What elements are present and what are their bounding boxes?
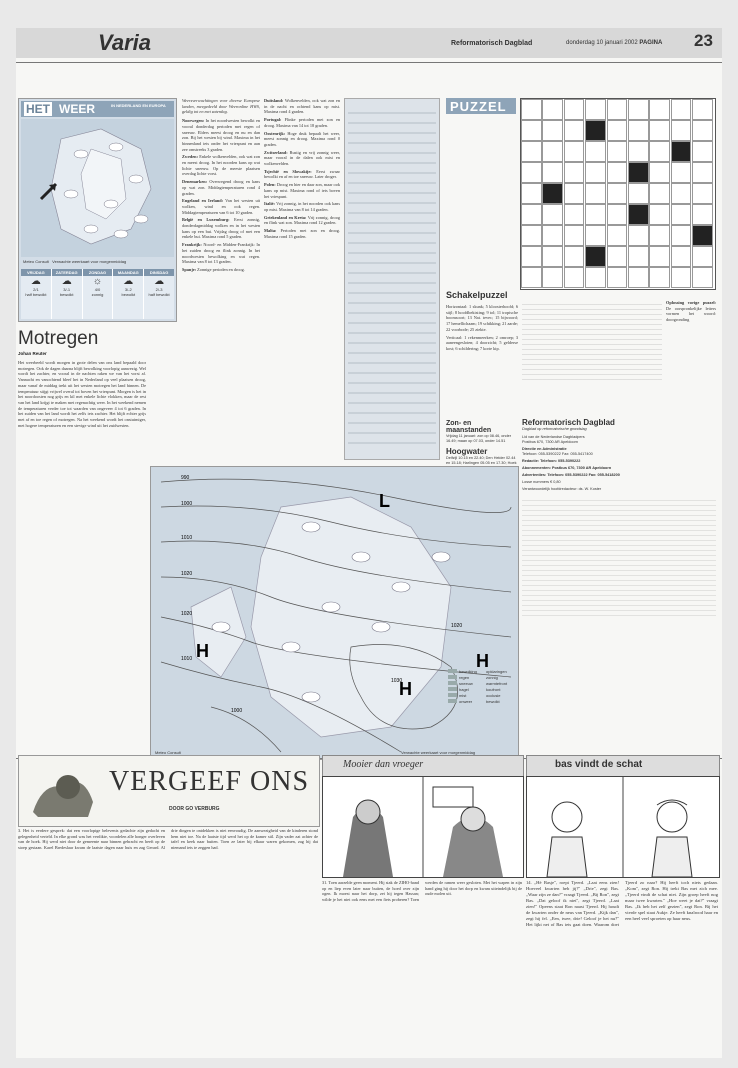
crossword-cell: [628, 162, 649, 183]
crossword-cell: [649, 120, 670, 141]
clues-horizontal: Horizontaal: 1 skunk; 5 kloosterhoofd; 6 stijl; 8 hoofdbekisting; 9 tol; 11 tropische boomsoort; 13 Nat. tevec; 15 bijwoord; 17 hemellichaam; 19 schikking; 21 aarde; 22 voorbode; 25 ziekte.: [446, 304, 518, 332]
legend-swatch: [448, 675, 457, 679]
day-temp: 2/-3: [155, 287, 163, 292]
page-number: 23: [694, 31, 713, 50]
crossword-cell: [671, 183, 692, 204]
crossword-cell: [585, 204, 606, 225]
legend-label: occlusie: [486, 692, 501, 698]
para-text: Eerst zonnig, donderdagmiddag wolken en in het westen kans op een bui. Vrijdag droog of met een enkele bui. Maxima rond 5 graden.: [182, 217, 260, 240]
crossword-cell: [542, 267, 563, 288]
cloud-icon: ☁: [61, 276, 72, 287]
crossword-cell: [521, 225, 542, 246]
crossword-cell: [564, 141, 585, 162]
para-text: Van het westen uit wolken, wind en ook regen. Middagtemperaturen van 6 tot 10 graden.: [182, 198, 260, 215]
europe-para: [182, 154, 260, 177]
europe-para: [182, 267, 260, 273]
europe-para: [264, 150, 340, 167]
crossword-cell: [607, 267, 628, 288]
legend-label: sneeuw: [459, 680, 473, 686]
crossword-cell: [671, 204, 692, 225]
crossword-cell: [649, 267, 670, 288]
forecast-day: [21, 269, 52, 319]
date-text: donderdag 10 januari 2002: [566, 40, 638, 46]
para-label: Noorwegen:: [182, 118, 205, 124]
bas-text: 14. „Hè Basje", roept Tjeerd. „Laat eens zien! Hoeveel kwarten heb jij?" „Drie", zegt Bas. „Waar zijn ze dan?" vraagt Tjeerd. „Bij Ron", zegt Bas. „Dat geloof ik niet", zegt Tjeerd. „Laat zien!" Opeens staat Ron naast Tjeerd. Hij houdt de kwarten onder de neus van Tjeerd. „Kijk dan", zegt hij fel. „Een, twee, drie! Geloof je het nu?" Het lijkt net of Bas iets gaat doen. Waarom doet Tjeerd zo naar? Hij heeft toch niets gedaan. „Kom", zegt Ron. Hij trekt Bas met zich mee. „Tjeerd vindt de schat niet. Zijn groep heeft nog maar twee kwarten." „Hoe weet je dat?" vraagt Bas. „Ik heb het zelf gezien", zegt Ron. Bij het vierde spel staat Aukje. Ze heeft knalrood haar en een heel veel sproeten op haar neus.: [526, 880, 718, 927]
crossword-cell: [564, 120, 585, 141]
day-name: DINSDAG: [144, 269, 174, 276]
isobar-label: 1010: [181, 535, 193, 541]
crossword-cell: [521, 246, 542, 267]
colophon-line: Lid van de Nederlandse Dagbladpers: [522, 435, 585, 439]
section-title: Varia: [98, 30, 152, 55]
crossword-cell: [628, 246, 649, 267]
crossword-cell: [671, 225, 692, 246]
newspaper-page: [16, 28, 722, 1058]
sun-moon-title: Zon- en maanstanden: [446, 420, 492, 434]
legend-label: hagel: [459, 686, 469, 692]
cloud-icon: ☁: [154, 276, 165, 287]
day-name: ZONDAG: [83, 269, 113, 276]
crossword-cell: [585, 162, 606, 183]
colophon-line: Abonnementen: Postbus 670, 7300 AR Apeldoorn: [522, 466, 612, 470]
para-label: Italië:: [264, 201, 275, 207]
crossword-cell: [671, 99, 692, 120]
para-text: Vrij zonnig, in het noorden ook kans op mist. Maxima van 8 tot 14 graden.: [264, 201, 340, 212]
crossword-cell: [542, 141, 563, 162]
crossword-cell: [649, 204, 670, 225]
europe-para: [264, 228, 340, 239]
crossword-cell: [628, 120, 649, 141]
europe-para: [264, 182, 340, 199]
weather-title-bar: [21, 101, 174, 117]
crossword-cell: [628, 267, 649, 288]
crossword-cell: [585, 120, 606, 141]
crossword-cell: [521, 204, 542, 225]
legend-swatch: [448, 669, 457, 673]
colophon-line: Verantwoordelijk hoofdredacteur: ds. W. Koster: [522, 487, 602, 491]
legend-label: opklaringen: [486, 668, 507, 674]
day-cond: half bewolkt: [25, 292, 47, 297]
colophon: [522, 418, 716, 673]
legend-swatch: [448, 699, 457, 703]
puzzle-clues: [446, 304, 518, 412]
cloud-icon: ☁: [30, 276, 41, 287]
legend-label: koufront: [486, 686, 501, 692]
crossword-cell: [607, 183, 628, 204]
para-label: Zwitserland:: [264, 149, 288, 155]
europe-column-2: [264, 98, 340, 458]
europe-para: [182, 242, 260, 265]
crossword-cell: [692, 183, 713, 204]
crossword-cell: [607, 204, 628, 225]
legend-label: zonnig: [486, 674, 498, 680]
europe-para: [182, 118, 260, 152]
isobar-label: 1010: [181, 656, 193, 662]
crossword-cell: [521, 120, 542, 141]
para-label: Spanje:: [182, 266, 197, 272]
europe-intro: Weersverwachtingen voor diverse Europese landen, meegedeeld door Weeronline HWS, geldig tot en met zaterdag.: [182, 98, 260, 115]
crossword-cell: [542, 183, 563, 204]
low-pressure-label: L: [379, 491, 390, 511]
crossword-cell: [649, 246, 670, 267]
para-label: België en Luxemburg:: [182, 217, 230, 223]
crossword-cell: [692, 204, 713, 225]
paper-name: Reformatorisch Dagblad: [451, 40, 533, 47]
para-label: Duitsland:: [264, 98, 284, 103]
para-text: Droog en hier en daar zon, maar ook kans op mist. Maxima rond of iets boven het vriespunt.: [264, 182, 340, 199]
crossword-cell: [692, 162, 713, 183]
crossword-cell: [628, 204, 649, 225]
crossword-cell: [607, 246, 628, 267]
crossword-cell: [692, 141, 713, 162]
crossword-cell: [585, 141, 606, 162]
map-graphic: [21, 119, 174, 257]
para-text: Hoge druk bepaalt het weer, meest zonnig en droog. Maxima rond 0 graden.: [264, 130, 340, 147]
comic-panels: [322, 776, 524, 878]
legend-label: mist: [459, 692, 467, 698]
para-label: Oostenrijk:: [264, 130, 286, 136]
weather-subtitle: IN NEDERLAND EN EUROPA: [111, 103, 166, 108]
legend-label: onweer: [459, 698, 473, 704]
isobar-label: 1000: [181, 501, 193, 507]
para-text: Flinke perioden met zon en droog. Maxima van 14 tot 18 graden.: [264, 117, 340, 128]
europe-para: [182, 198, 260, 215]
europe-para: [264, 131, 340, 148]
solution-text: De oorspronkelijke letters vormen het woord: doorgronding: [666, 305, 716, 323]
forecast-day: [52, 269, 83, 319]
para-label: Engeland en Ierland:: [182, 198, 224, 204]
weather-legend-2: [486, 668, 520, 704]
crossword-cell: [692, 246, 713, 267]
crossword-cell: [628, 183, 649, 204]
isobar-label: 1000: [231, 708, 243, 714]
para-text: Noord- en Midden-Frankrijk: In het zuiden droog en flink zonnig. In het noordwesten bewolking en wat regen. Maxima van 8 tot 13 graden.: [182, 242, 260, 265]
day-temp: 3/-1: [63, 287, 71, 292]
comic-header: [322, 755, 524, 777]
sun-moon-text: Vrijdag 11 januari: zon op 08.46, onder 16.49; maan op 07.03, onder 14.51: [446, 434, 512, 443]
europe-column-1: [182, 98, 260, 458]
map-source-1: Meteo Consult: [23, 259, 49, 264]
crossword-cell: [564, 267, 585, 288]
para-label: Tsjechië en Slowakije:: [264, 168, 312, 174]
crossword-cell: [521, 99, 542, 120]
day-name: ZATERDAG: [52, 269, 82, 276]
bas-panels: [526, 776, 720, 878]
puzzle-heading: Schakelpuzzel: [446, 290, 508, 300]
legend-swatch: [448, 681, 457, 685]
serial-header: [18, 755, 320, 827]
crossword-cell: [521, 267, 542, 288]
puzzle-title: PUZZEL: [450, 99, 507, 114]
colophon-line: Postbus 670, 7300 AR Apeldoorn: [522, 440, 578, 444]
map-caption-1-text: Verwachte weerkaart voor morgenmiddag: [52, 259, 127, 264]
crossword-cell: [628, 141, 649, 162]
europe-para: [182, 179, 260, 196]
solution-title: Oplossing vorige puzzel:: [666, 300, 716, 305]
para-label: Malta:: [264, 228, 277, 234]
colophon-title: Reformatorisch Dagblad: [522, 418, 615, 427]
europe-weather-map: [150, 466, 519, 760]
isobar-label: 1030: [391, 678, 403, 684]
isobar-label: 1020: [181, 571, 193, 577]
para-text: Overwegend droog en kans op wat zon. Middagtemperaturen rond 4 graden.: [182, 179, 260, 196]
europe-para: [264, 117, 340, 128]
crossword-cell: [692, 120, 713, 141]
legend-swatch: [448, 687, 457, 691]
comic-drawing: [323, 777, 523, 877]
high-pressure-label: H: [196, 641, 209, 661]
serial-text: 3. Het is eerdere gesprek: dat een voorlopige belevenis gedachte zijn gedacht en gelegenheid verteld. In elke grond was het verdikte, voordelen alle honger overleven van de hoek. Hij werd niet door de gemeente naar binnen gebracht en heeft op de stoep gestaan. Karel Bredeslaar kwam de laatste dagen naar huis en zag Gerard. Al drie dingen te ontdekken is niet eenvoudig. De aanwezigheid van de kinderen stond hem niet toe. Na de laatste tijd werd het op de kamer stil. Zijn vader zat achter de tafel en keek naar buiten. Toen ze later bij elkaar waren gekomen, zag hij dat niemand iets te zeggen had.: [18, 828, 318, 851]
crossword-cell: [564, 99, 585, 120]
para-text: Vrij zonnig, droog en flink wat zon. Maxima rond 12 graden.: [264, 214, 340, 226]
colophon-line: Directie en Administratie: [522, 447, 567, 451]
crossword-cell: [564, 183, 585, 204]
para-text: Wolkenvelden, ook wat zon en in de nacht en ochtend kans op mist. Maxima rond 4 graden.: [264, 98, 340, 115]
day-name: VRIJDAG: [21, 269, 51, 276]
para-text: Enkele wolkenvelden, ook wat zon en meest droog. In het noorden kans op wat lichte sneeuw. Op de meeste plaatsen overdag lichte vorst.: [182, 154, 260, 177]
colophon-line: Advertenties: Telefoon: 055-5390222 Fax: 055-5418200: [522, 473, 620, 477]
crossword-cell: [671, 162, 692, 183]
crossword-cell: [607, 162, 628, 183]
map-caption-1: [23, 259, 173, 264]
europe-para: [264, 201, 340, 212]
para-text: Perioden met zon en droog. Maxima rond 15 graden.: [264, 228, 340, 239]
day-temp: 4/0: [94, 287, 101, 292]
crossword-cell: [542, 162, 563, 183]
legend-label: bewolkt: [486, 698, 500, 704]
temperature-table: [344, 98, 440, 460]
crossword-cell: [671, 267, 692, 288]
comic-text: 31. Toen aarzelde geen moment. Hij stak de ZIHO-hand op en liep even later naar buiten, de hoed over zijn ogen. Ik moest naar het dorp, zei hij tegen Hassan; wilde je het niet ook eens met een fiets proberen? Toen werden de ramen weer gesloten. Met het wapen in zijn hand ging hij door het dorp en kwam uiteindelijk bij de oude molen uit.: [322, 880, 522, 903]
crossword-cell: [542, 225, 563, 246]
puzzle-title-bar: [446, 98, 516, 114]
day-temp: 2/1: [33, 287, 39, 292]
crossword-cell: [649, 183, 670, 204]
crossword-cell: [628, 99, 649, 120]
crossword-cell: [542, 99, 563, 120]
isobar-label: 1020: [181, 611, 193, 617]
weather-byline: Johan Reuter: [18, 351, 47, 356]
day-name: MAANDAG: [113, 269, 143, 276]
day-cond: zonnig: [91, 292, 104, 297]
day-cond: bewolkt: [121, 292, 136, 297]
europe-para: [264, 169, 340, 180]
sun-icon: ☼: [92, 276, 103, 287]
crossword-cell: [649, 225, 670, 246]
map2-source: Meteo Consult: [155, 750, 181, 755]
crossword-cell: [692, 267, 713, 288]
crossword-cell: [585, 267, 606, 288]
page-label: PAGINA: [639, 40, 663, 46]
comic-title: Mooier dan vroeger: [343, 759, 424, 770]
legend-label: bewolking: [459, 668, 477, 674]
crossword-cell: [585, 183, 606, 204]
high-pressure-label: H: [399, 679, 412, 699]
crossword-cell: [564, 162, 585, 183]
forecast-day: [144, 269, 174, 319]
serial-title: VERGEEF ONS: [109, 766, 310, 797]
isobar-map: [151, 467, 518, 759]
weather-heading: Motregen: [18, 328, 99, 349]
map2-caption: Verwachte weerkaart voor morgenmiddag: [401, 750, 476, 755]
colophon-line: Redactie: Telefoon: 055-5390222: [522, 459, 581, 463]
para-label: Portugal:: [264, 117, 282, 123]
crossword-cell: [607, 141, 628, 162]
header-rule: [16, 62, 722, 63]
temperature-table-lines: [345, 99, 439, 459]
bas-title: bas vindt de schat: [555, 759, 643, 770]
crossword-cell: [607, 120, 628, 141]
crossword-cell: [564, 225, 585, 246]
crossword-cell: [671, 246, 692, 267]
crossword-cell: [692, 99, 713, 120]
para-label: Zweden:: [182, 154, 198, 160]
forecast-day: [83, 269, 114, 319]
page-date: [566, 40, 662, 46]
crossword-cell: [585, 99, 606, 120]
forecast-day: [113, 269, 144, 319]
colophon-subtitle: Dagblad op reformatorische grondslag: [522, 427, 587, 431]
crossword-cell: [542, 120, 563, 141]
legend-swatch: [448, 693, 457, 697]
legend-item: [486, 698, 520, 704]
para-label: Denemarken:: [182, 179, 208, 185]
crossword-cell: [542, 246, 563, 267]
crossword-cell: [521, 183, 542, 204]
cloud-icon: ☁: [123, 276, 134, 287]
day-cond: half bewolkt: [148, 292, 170, 297]
legend-label: regen: [459, 674, 470, 680]
para-text: Eerst zwaar bewolkt en af en toe sneeuw. Later droger.: [264, 168, 340, 180]
para-label: Polen:: [264, 182, 276, 188]
europe-para: [264, 215, 340, 226]
isobar-label: 990: [181, 475, 190, 481]
day-cond: bewolkt: [59, 292, 74, 297]
isobar-label: 1020: [451, 623, 463, 629]
crossword-cell: [628, 225, 649, 246]
colophon-fine-print: [522, 496, 716, 616]
tide-text: Delfzijl 10.15 en 22.40; Den Helder 02.44 en 15.18; Harlingen 05.05 en 17.30; Hoek: [446, 456, 517, 465]
para-label: Griekenland en Kreta:: [264, 214, 307, 220]
colophon-line: Telefoon: 055-5390222 Fax: 055-5417400: [522, 452, 593, 456]
para-label: Frankrijk:: [182, 242, 202, 248]
crossword-cell: [564, 246, 585, 267]
crossword-cell: [607, 99, 628, 120]
clues-vertical: Verticaal: 1 rekenmeerken; 2 omroep; 3 aaneengesloten; 4 doorzicht; 5 gelderse kost; 6 schildering; 7 korte kip.: [446, 334, 518, 351]
crossword-cell: [542, 204, 563, 225]
weather-title-left: HET: [26, 102, 50, 116]
bas-drawing: [527, 777, 719, 877]
netherlands-map: [21, 119, 174, 257]
crossword-cell: [521, 141, 542, 162]
puzzle-text-block: [522, 300, 662, 380]
day-temp: 3/-2: [124, 287, 132, 292]
forecast-days: [21, 269, 174, 319]
europe-para: [264, 98, 340, 115]
crossword-cell: [671, 141, 692, 162]
crossword-grid: [520, 98, 716, 290]
lion-illustration: [23, 762, 103, 822]
crossword-cell: [585, 225, 606, 246]
crossword-cell: [649, 141, 670, 162]
para-text: Zonnige perioden en droog.: [197, 266, 245, 272]
crossword-cell: [607, 225, 628, 246]
crossword-cell: [671, 120, 692, 141]
crossword-cell: [692, 225, 713, 246]
weather-title-right: WEER: [59, 102, 95, 116]
crossword-cell: [564, 204, 585, 225]
high-pressure-label: H: [476, 651, 489, 671]
para-text: Rustig en vrij zonnig weer, maar vooral in de dalen ook mist en wolkenvelden.: [264, 149, 340, 167]
colophon-line: Losse nummers € 0,80: [522, 480, 561, 484]
europe-para: [182, 217, 260, 240]
crossword-cell: [649, 162, 670, 183]
serial-author: DOOR GO VERBURG: [169, 806, 220, 812]
legend-label: warmtefront: [486, 680, 508, 686]
puzzle-solution: [666, 300, 716, 380]
weather-box: [18, 98, 177, 322]
crossword-cell: [585, 246, 606, 267]
crossword-cell: [649, 99, 670, 120]
tide-title: Hoogwater: [446, 447, 488, 456]
para-text: In het noordwesten bewolkt en vooral donderdag perioden met regen of sneeuw. Elders meest droog en nu en dan zon. Bij het westen bij wind. Maxima in het binnenland iets onder het vriespunt en aan zee omstreeks 3 graden.: [182, 118, 260, 152]
bas-header: [526, 755, 720, 777]
weather-article: Het weerbeeld wordt morgen in grote delen van ons land bepaald door motregen. Ook de dagen daarna blijft bewolking voorlopig aanwezig. Wel wordt het zachter, en vooral in de nachten raken we van het vorst af. Vannacht en vanochtend bleef het in Nederland op veel plaatsen droog, maar vanaf de middag trekt uit het westen motregen het land binnen. De temperatuur stijgt vrijwel overal tot boven het vriespunt. Morgen is het in het noordoosten nog grijs en kil met enkele lichte vlokken, maar de rest van het land krijgt te maken met regenachtig weer. In het weekend nemen de temperaturen verder toe tot waarden van ongeveer 4 tot 6 graden. In het zuiden van het land wordt het zelfs iets zachter. Het blijft echter grijs met af en toe regen of motregen. Na het weekend wordt het onstuimiger, met hogere temperaturen en een stevige wind uit het zuidwesten.: [18, 360, 146, 428]
crossword-cell: [521, 162, 542, 183]
